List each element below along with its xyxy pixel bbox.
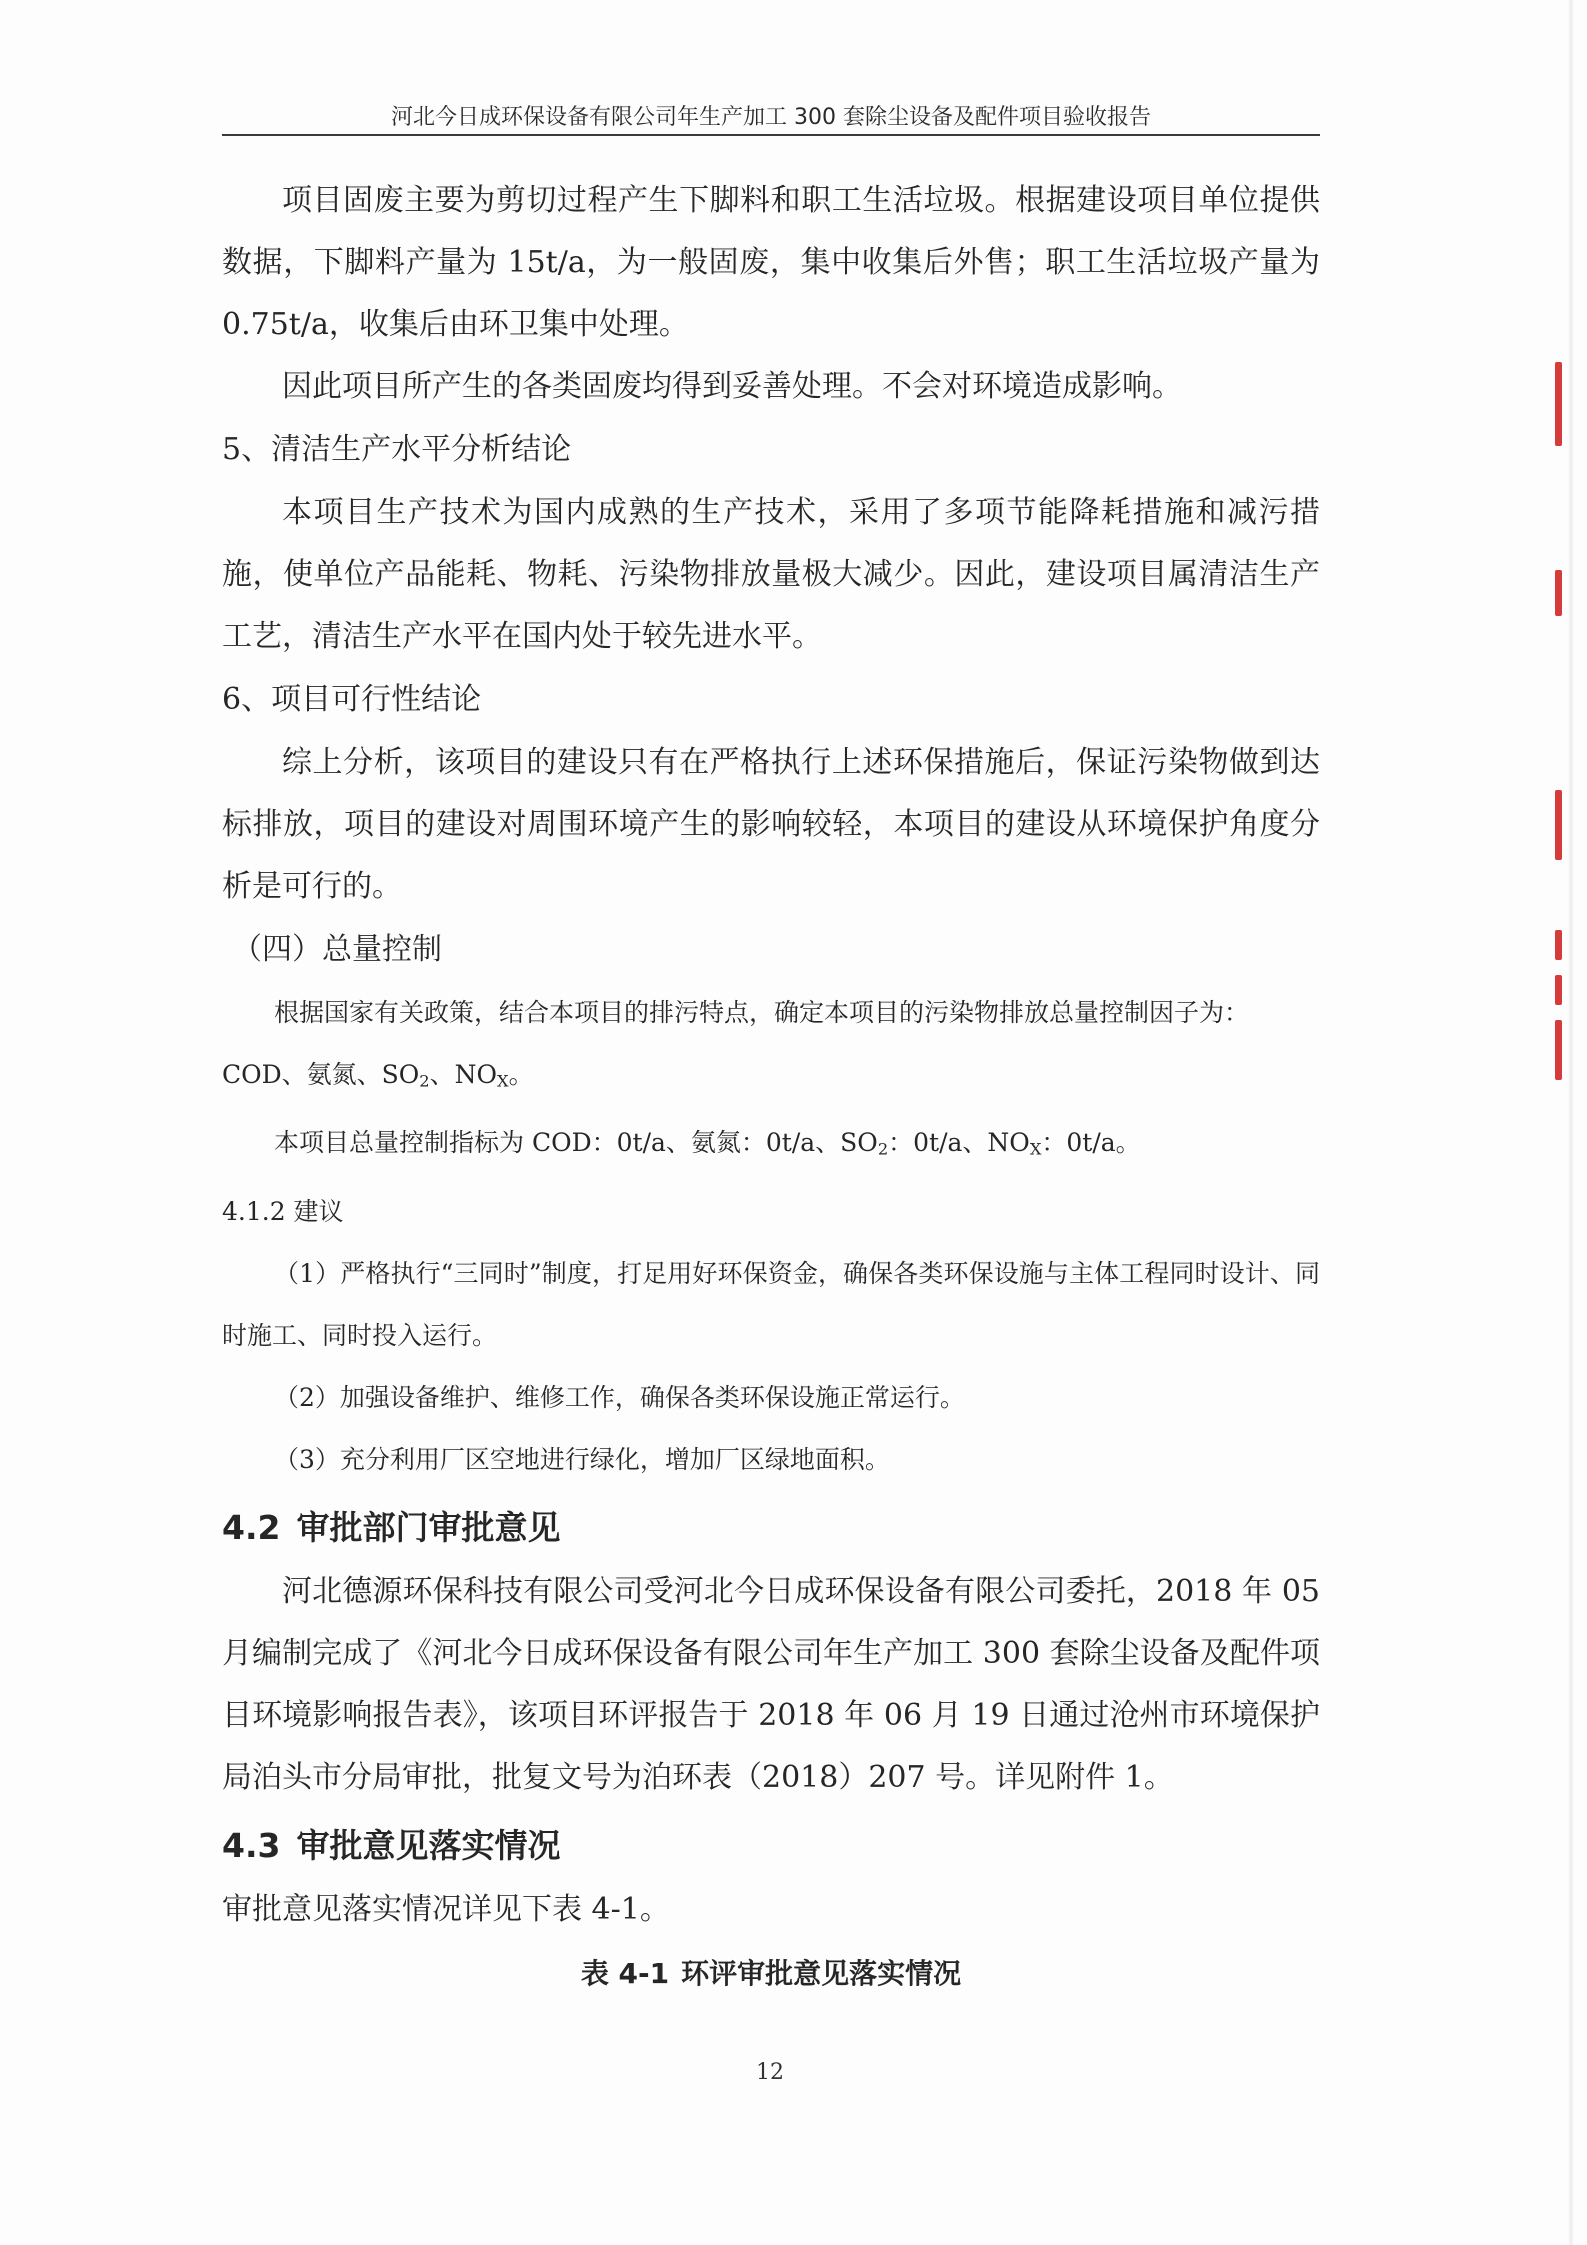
page-number: 12 (756, 2060, 784, 2085)
suggestion-1: （1）严格执行“三同时”制度，打足用好环保资金，确保各类环保设施与主体工程同时设计、同时施工、同时投入运行。 (222, 1258, 1320, 1350)
factors-end: 。 (508, 1060, 534, 1089)
table-caption-number: 表 4-1 (580, 1956, 670, 1990)
section-4-3-title: 审批意见落实情况 (296, 1825, 561, 1865)
factors-text: COD、氨氮、SO (222, 1060, 420, 1089)
seal-trace (1555, 362, 1562, 414)
seal-trace (1555, 975, 1562, 1005)
indicator-cod: 本项目总量控制指标为 COD：0t/a、氨氮：0t/a、SO (274, 1128, 878, 1158)
page-edge-shadow (1568, 0, 1574, 2245)
section-4-2-number: 4.2 (222, 1507, 281, 1547)
heading-suggestions: 4.1.2 建议 (222, 1196, 344, 1226)
page-body (222, 170, 1320, 2005)
header-rule (222, 134, 1320, 136)
running-header: 河北今日成环保设备有限公司年生产加工 300 套除尘设备及配件项目验收报告 (391, 105, 1151, 130)
control-factors (222, 1044, 1320, 1112)
control-indicators (222, 1112, 1320, 1180)
indicator-nox-subscript: X (1029, 1139, 1042, 1159)
heading-total-control: （四）总量控制 (232, 932, 442, 967)
seal-trace (1555, 790, 1562, 860)
section-4-3-number: 4.3 (222, 1825, 281, 1865)
nox-subscript: X (497, 1071, 509, 1091)
table-caption-title: 环评审批意见落实情况 (681, 1956, 962, 1990)
paragraph-waste-conclusion: 因此项目所产生的各类固废均得到妥善处理。不会对环境造成影响。 (282, 369, 1182, 404)
section-4-3-text: 审批意见落实情况详见下表 4-1。 (222, 1891, 670, 1927)
indicator-so2-subscript: 2 (877, 1139, 889, 1159)
section-4-2-heading (222, 1495, 1320, 1561)
suggestion-3: （3）充分利用厂区空地进行绿化，增加厂区绿地面积。 (274, 1444, 890, 1474)
section-4-2-title: 审批部门审批意见 (296, 1507, 561, 1547)
suggestion-2: （2）加强设备维护、维修工作，确保各类环保设施正常运行。 (274, 1382, 965, 1412)
section-4-3-heading (222, 1813, 1320, 1879)
section-4-2-text: 河北德源环保科技有限公司受河北今日成环保设备有限公司委托，2018 年 05 月编制完成了《河北今日成环保设备有限公司年生产加工 300 套除尘设备及配件项目环境影响报告表》，该项目环评报告于 2018 年 06 月 19 日通过沧州市环境保护局泊头市分局审批，批复文号为泊环表（2018）207 号。详见附件 1。 (222, 1573, 1320, 1795)
paragraph-feasibility: 综上分析，该项目的建设只有在严格执行上述环保措施后，保证污染物做到达标排放，项目的建设对周围环境产生的影响较轻，本项目的建设从环境保护角度分析是可行的。 (222, 745, 1320, 904)
paragraph-total-control: 根据国家有关政策，结合本项目的排污特点，确定本项目的污染物排放总量控制因子为： (274, 998, 1250, 1027)
factors-nox: 、NO (429, 1060, 498, 1089)
heading-clean-production: 5、清洁生产水平分析结论 (222, 432, 572, 467)
seal-trace (1555, 570, 1562, 616)
seal-trace (1555, 930, 1562, 960)
table-caption (222, 1943, 1320, 2005)
so2-subscript: 2 (419, 1071, 430, 1091)
indicator-nox: ：0t/a、NO (888, 1128, 1030, 1158)
paragraph-solid-waste: 项目固废主要为剪切过程产生下脚料和职工生活垃圾。根据建设项目单位提供数据，下脚料产量为 15t/a，为一般固废，集中收集后外售；职工生活垃圾产量为 0.75t/a，收集后由环卫集中处理。 (222, 183, 1320, 342)
heading-feasibility: 6、项目可行性结论 (222, 682, 482, 717)
indicator-end: ：0t/a。 (1041, 1128, 1141, 1158)
seal-trace (1555, 1020, 1562, 1080)
paragraph-clean-production: 本项目生产技术为国内成熟的生产技术，采用了多项节能降耗措施和减污措施，使单位产品能耗、物耗、污染物排放量极大减少。因此，建设项目属清洁生产工艺，清洁生产水平在国内处于较先进水平。 (222, 495, 1320, 654)
seal-trace (1555, 410, 1562, 446)
